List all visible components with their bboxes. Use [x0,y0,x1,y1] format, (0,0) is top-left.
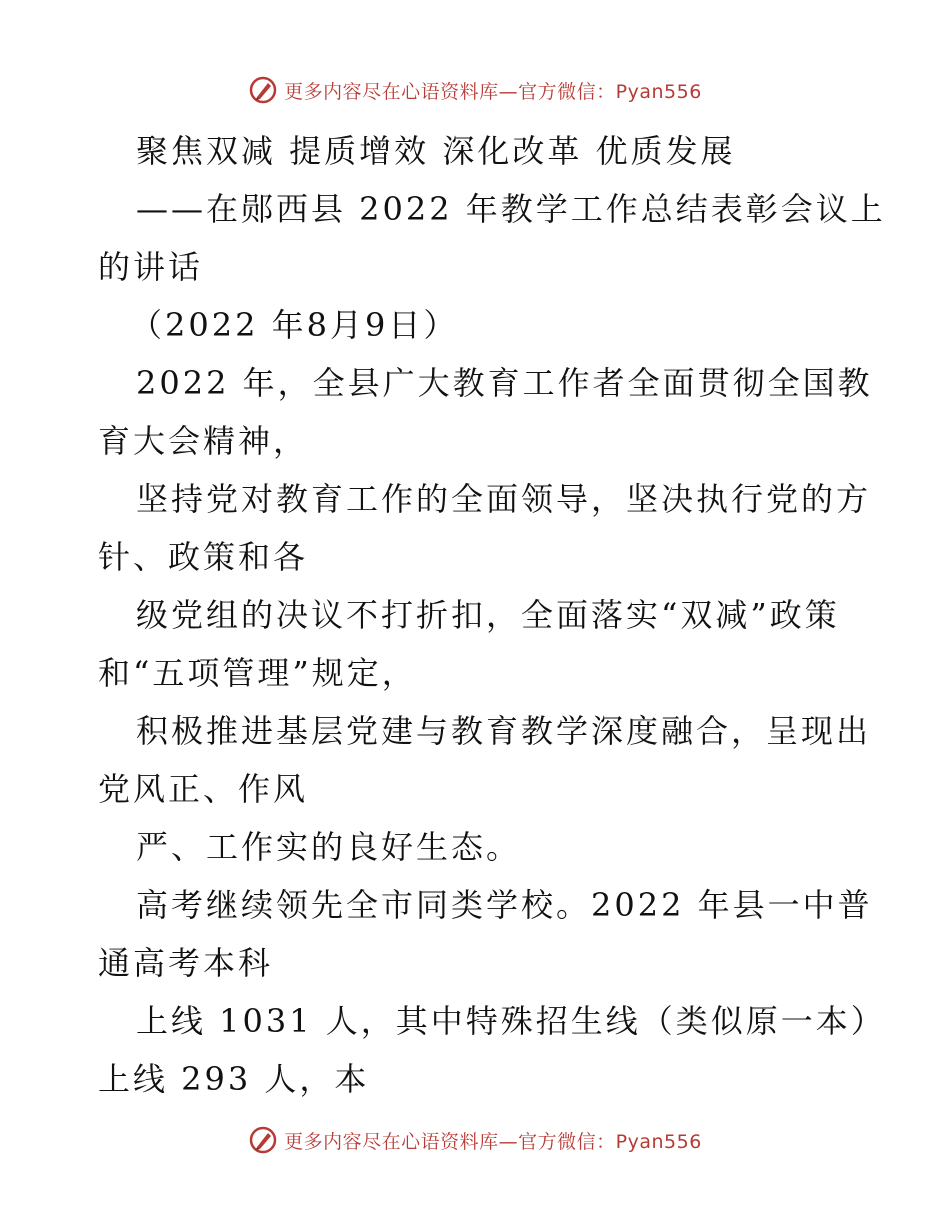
paragraph-line: 通高考本科 [98,944,274,982]
document-subtitle-continued: 的讲话 [98,248,204,286]
pen-logo-icon [248,75,278,105]
document-body [98,122,886,1108]
paragraph-line: 坚持党对教育工作的全面领导，坚决执行党的方 [136,480,872,518]
paragraph-line: 2022 年，全县广大教育工作者全面贯彻全国教 [136,364,873,402]
paragraph-line: 党风正、作风 [98,770,309,808]
paragraph-line: 严、工作实的良好生态。 [136,828,522,866]
watermark-top [0,70,950,110]
paragraph-line: 高考继续领先全市同类学校。2022 年县一中普 [136,886,873,924]
paragraph-line: 级党组的决议不打折扣，全面落实“双减”政策 [136,596,840,634]
pen-logo-icon [248,1125,278,1155]
paragraph-line: 积极推进基层党建与教育教学深度融合，呈现出 [136,712,872,750]
watermark-text: 更多内容尽在心语资料库—官方微信：Pyan556 [284,80,702,103]
document-title: 聚焦双减 提质增效 深化改革 优质发展 [136,132,736,170]
watermark-bottom [0,1120,950,1160]
watermark-text: 更多内容尽在心语资料库—官方微信：Pyan556 [284,1130,702,1153]
paragraph-line: 和“五项管理”规定， [98,654,417,692]
paragraph-line: 针、政策和各 [98,538,309,576]
document-date: （2022 年8月9日） [130,306,459,344]
paragraph-line: 上线 293 人，本 [98,1060,370,1098]
paragraph-line: 育大会精神， [98,422,309,460]
paragraph-line: 上线 1031 人，其中特殊招生线（类似原一本） [136,1002,886,1040]
document-subtitle: ——在郧西县 2022 年教学工作总结表彰会议上 [136,190,886,228]
